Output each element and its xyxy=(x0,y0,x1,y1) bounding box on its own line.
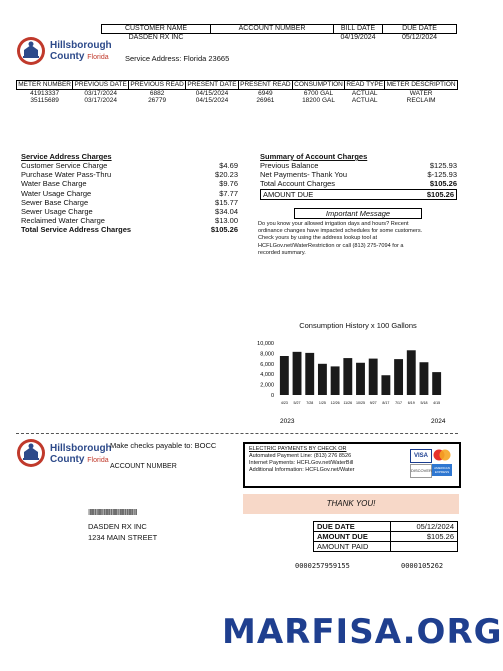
x-tick-label: 7/17 xyxy=(395,401,403,405)
meter-cell: 03/17/2024 xyxy=(84,97,117,104)
amount-due-label: AMOUNT DUE xyxy=(263,189,314,199)
charge-row-label: Purchase Water Pass-Thru xyxy=(21,170,112,180)
chart-bar xyxy=(356,363,365,395)
x-tick-label: 12/26 xyxy=(330,401,340,405)
message-line: Do you know your allowed irrigation days and hours? Recent xyxy=(258,221,409,227)
courthouse-seal-icon xyxy=(16,36,46,66)
y-tick-label: 8,000 xyxy=(260,351,274,358)
y-tick-label: 0 xyxy=(270,393,274,399)
meter-col-header: METER NUMBER xyxy=(18,81,71,88)
payment-line: Internet Payments: HCFLGov.net/WaterBill xyxy=(249,460,354,466)
charge-row-value: $9.76 xyxy=(219,179,238,189)
amount-due-label: AMOUNT DUE xyxy=(314,532,391,542)
chart-title: Consumption History x 100 Gallons xyxy=(299,321,417,330)
chart-bar xyxy=(343,358,352,395)
service-address xyxy=(125,54,229,63)
y-tick-label: 2,000 xyxy=(260,382,274,389)
charge-row-value: $20.23 xyxy=(215,170,238,180)
message-title: Important Message xyxy=(294,208,422,219)
meter-cell: WATER xyxy=(409,89,433,97)
payment-line: Additional Information: HCFLGov.net/Water xyxy=(249,467,355,473)
payment-line: Automated Payment Line: (813) 276 8526 xyxy=(249,453,352,459)
meter-col-header: PRESENT DATE xyxy=(187,81,237,88)
chart-bar xyxy=(318,364,327,395)
payment-options-title: ELECTRIC PAYMENTS BY CHECK OR xyxy=(249,446,347,452)
service-charges-title: Service Address Charges xyxy=(21,152,112,161)
scanline-2: 0000105262 xyxy=(401,562,444,570)
summary-total-value: $105.26 xyxy=(429,179,457,189)
amex-label: AMERICAN EXPRESS xyxy=(434,466,450,474)
message-line: HCFLGov.net/WaterRestriction or call (813) 275-7094 for a xyxy=(258,242,404,249)
charge-row-label: Reclaimed Water Charge xyxy=(21,216,105,226)
charge-row-value: $4.69 xyxy=(219,161,238,170)
chart-bar xyxy=(432,372,441,395)
amount-due-value: $105.26 xyxy=(426,189,454,199)
col-account-number: ACCOUNT NUMBER xyxy=(211,25,334,34)
customer-name: DASDEN RX INC xyxy=(128,34,184,41)
x-tick-label: 5/27 xyxy=(293,401,301,405)
x-tick-label: 6/19 xyxy=(407,401,415,405)
charge-row-value: $13.00 xyxy=(215,216,238,226)
meter-col-header: READ TYPE xyxy=(346,81,384,88)
summary-row-value: $125.93 xyxy=(429,161,457,170)
y-tick-label: 6,000 xyxy=(260,361,274,368)
x-tick-label: 9/27 xyxy=(369,401,377,405)
summary-total-label: Total Account Charges xyxy=(260,179,336,189)
y-tick-label: 4,000 xyxy=(260,372,274,379)
card-logos xyxy=(410,449,454,479)
due-date-value: 05/12/2024 xyxy=(391,522,458,532)
barcode-text: ‖‖‖‖‖‖‖‖‖‖‖‖‖‖‖‖‖‖‖‖‖ xyxy=(88,508,137,517)
chart-bar xyxy=(305,353,314,395)
message-line: Check yours by using the address lookup tool at xyxy=(258,235,378,242)
charge-row xyxy=(21,216,238,225)
meter-col-header: PREVIOUS DATE xyxy=(74,81,127,88)
remit-logo-line-2 xyxy=(50,455,109,466)
summary-row-label: Previous Balance xyxy=(260,161,319,170)
meter-cell: 18200 GAL xyxy=(302,97,335,104)
charge-row-label: Water Base Charge xyxy=(21,179,87,189)
message-body xyxy=(258,221,458,257)
meter-cell: 03/17/2024 xyxy=(84,89,117,97)
meter-row xyxy=(17,97,458,105)
mastercard-circles-icon xyxy=(432,449,452,461)
service-address-value: Florida 23665 xyxy=(183,54,230,63)
total-label: Total Service Address Charges xyxy=(21,225,132,235)
chart-bar xyxy=(420,362,429,395)
message-line: recorded summary. xyxy=(258,249,306,256)
x-tick-label: 4/15 xyxy=(433,401,441,405)
x-tick-label: 1/25 xyxy=(318,401,326,405)
chart-bar xyxy=(407,350,416,395)
chart-bar xyxy=(369,359,378,395)
charge-row xyxy=(21,179,238,188)
remit-account-label: ACCOUNT NUMBER xyxy=(110,463,177,470)
logo-line-2 xyxy=(50,52,109,63)
x-tick-label: 8/17 xyxy=(382,401,390,405)
remit-logo-county: County xyxy=(50,454,85,465)
meter-cell: 26779 xyxy=(148,97,167,104)
meter-cell: 35115689 xyxy=(30,97,59,104)
mail-name: DASDEN RX INC xyxy=(88,522,147,531)
meter-col-header: PRESENT READ xyxy=(240,81,291,88)
x-tick-label: 11/26 xyxy=(343,401,353,405)
meter-cell: RECLAIM xyxy=(406,97,436,104)
charge-row-label: Sewer Usage Charge xyxy=(21,207,93,217)
visa-icon: VISA xyxy=(410,449,432,463)
charge-row xyxy=(21,207,238,216)
account-summary xyxy=(260,152,457,200)
chart-bar xyxy=(280,356,289,395)
meter-col-header: CONSUMPTION xyxy=(294,81,343,88)
header-table xyxy=(101,24,457,42)
logo-line-1: Hillsborough xyxy=(50,40,112,51)
discover-icon: DISCOVER xyxy=(410,464,432,478)
charge-row xyxy=(21,198,238,207)
y-tick-label: 10,000 xyxy=(257,341,274,347)
charge-row xyxy=(21,170,238,179)
year-label: 2023 xyxy=(280,418,295,425)
charge-row xyxy=(21,161,238,170)
service-charges xyxy=(21,152,238,235)
due-date: 05/12/2024 xyxy=(401,34,438,41)
remit-logo-state: Florida xyxy=(87,457,109,464)
chart-bar xyxy=(394,359,403,395)
meter-cell: 04/15/2024 xyxy=(195,89,229,97)
consumption-chart xyxy=(248,335,448,425)
col-bill-date: BILL DATE xyxy=(334,25,383,34)
meter-cell: 04/15/2024 xyxy=(195,97,229,104)
tear-line xyxy=(16,433,458,434)
meter-table xyxy=(16,80,458,105)
summary-row-label: Net Payments- Thank You xyxy=(260,170,347,180)
amount-paid-field[interactable] xyxy=(391,542,458,552)
x-tick-label: 7/28 xyxy=(306,401,314,405)
remit-logo xyxy=(16,438,121,470)
meter-cell: ACTUAL xyxy=(351,89,378,97)
amount-due-value: $105.26 xyxy=(391,532,458,542)
logo-county: County xyxy=(50,51,85,62)
important-message xyxy=(258,208,458,257)
meter-cell: 41913337 xyxy=(30,89,60,97)
total-value: $105.26 xyxy=(210,225,238,235)
meter-cell: ACTUAL xyxy=(351,97,378,104)
meter-col-header: PREVIOUS READ xyxy=(130,81,184,88)
remit-logo-line-1: Hillsborough xyxy=(50,443,112,454)
payable-text: Make checks payable to: BOCC xyxy=(110,441,217,450)
charge-row-label: Sewer Base Charge xyxy=(21,197,89,207)
amount-paid-label: AMOUNT PAID xyxy=(314,542,391,552)
chart-bar xyxy=(293,352,302,395)
amex-icon xyxy=(432,464,452,476)
meter-col-header: METER DESCRIPTION xyxy=(386,81,456,88)
summary-total xyxy=(260,179,457,188)
col-due-date: DUE DATE xyxy=(383,25,457,34)
charge-row-label: Customer Service Charge xyxy=(21,161,108,170)
x-tick-label: 4/23 xyxy=(280,401,288,405)
account-number xyxy=(211,34,334,43)
due-table xyxy=(313,521,458,552)
meter-row xyxy=(17,89,458,97)
summary-row-value: $-125.93 xyxy=(427,170,457,180)
meter-cell: 6700 GAL xyxy=(303,89,334,97)
summary-title: Summary of Account Charges xyxy=(260,152,368,161)
courthouse-seal-icon xyxy=(16,438,46,468)
summary-amount-due xyxy=(260,189,457,200)
meter-cell: 6949 xyxy=(258,89,273,97)
summary-row xyxy=(260,161,457,170)
meter-cell: 6882 xyxy=(149,89,165,97)
watermark: MARFISA.ORG xyxy=(222,612,503,652)
charge-row-value: $7.77 xyxy=(219,188,238,198)
col-customer-name: CUSTOMER NAME xyxy=(102,25,211,34)
bill-date: 04/19/2024 xyxy=(340,34,376,41)
x-tick-label: 5/18 xyxy=(420,401,428,405)
x-tick-label: 10/25 xyxy=(356,401,365,405)
mail-address: 1234 MAIN STREET xyxy=(88,533,158,542)
charge-row-label: Water Usage Charge xyxy=(21,188,92,198)
mastercard-icon xyxy=(432,449,452,461)
scanline-1: 0000257959155 xyxy=(295,562,350,570)
summary-row xyxy=(260,170,457,179)
chart-bar xyxy=(331,366,340,395)
message-line: ordinance changes have impacted schedules for some customers. xyxy=(258,228,423,235)
thank-you-banner: THANK YOU! xyxy=(243,494,459,514)
charge-row-value: $34.04 xyxy=(215,207,238,217)
year-label: 2024 xyxy=(431,418,446,425)
due-date-label: DUE DATE xyxy=(314,522,391,532)
service-charges-total xyxy=(21,225,238,234)
chart-bar xyxy=(381,375,390,395)
logo-state: Florida xyxy=(87,54,109,61)
charge-row xyxy=(21,189,238,198)
charge-row-value: $15.77 xyxy=(215,197,238,207)
meter-cell: 26961 xyxy=(256,97,275,104)
postal-barcode xyxy=(88,508,190,516)
service-address-label: Service Address: xyxy=(125,54,182,63)
